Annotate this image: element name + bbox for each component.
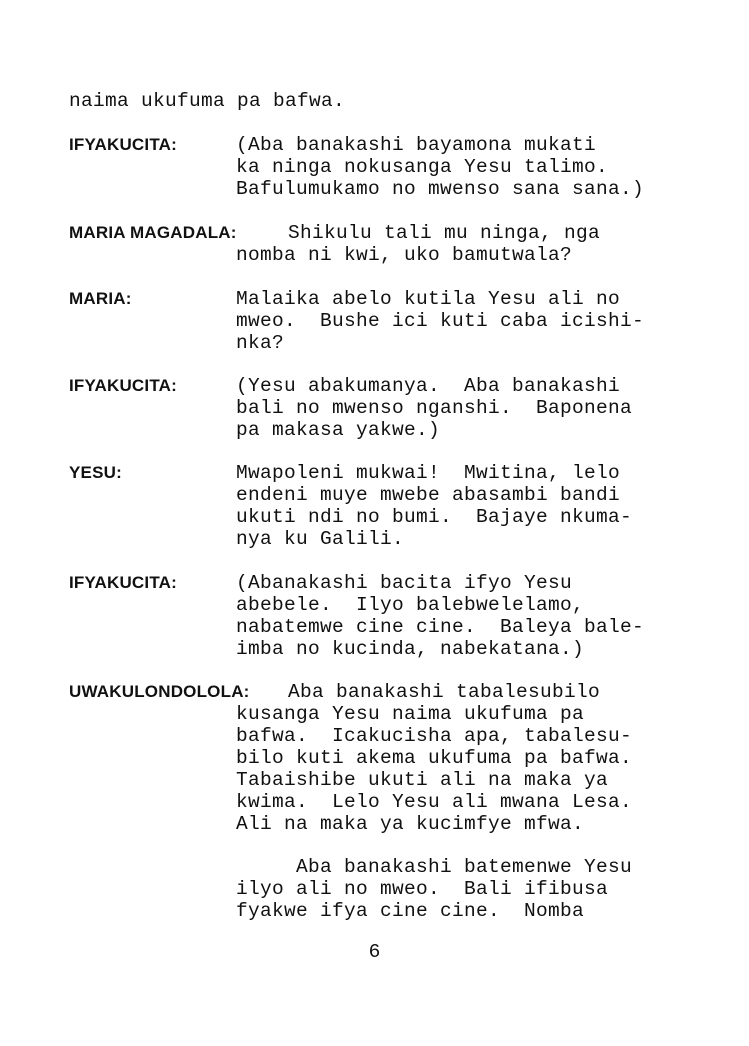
speech-line: pa makasa yakwe.)	[236, 419, 441, 441]
speech-line: Tabaishibe ukuti ali na maka ya	[236, 769, 609, 791]
speech-line: abebele. Ilyo balebwelelamo,	[236, 594, 585, 616]
speech-line: (Yesu abakumanya. Aba banakashi	[236, 375, 621, 397]
speech-line: mweo. Bushe ici kuti caba icishi-	[236, 310, 645, 332]
speech-line: Mwapoleni mukwai! Mwitina, lelo	[236, 462, 621, 484]
speech-line: (Abanakashi bacita ifyo Yesu	[236, 572, 573, 594]
speech-line: nya ku Galili.	[236, 528, 405, 550]
paragraph-line: Aba banakashi batemenwe Yesu	[236, 856, 633, 878]
speech-line: ka ninga nokusanga Yesu talimo.	[236, 156, 609, 178]
speech-line: nka?	[236, 332, 285, 354]
speech-line: kusanga Yesu naima ukufuma pa	[236, 703, 585, 725]
speech-line: bali no mwenso nganshi. Baponena	[236, 397, 633, 419]
page-number: 6	[368, 941, 381, 963]
speech-line: Ali na maka ya kucimfye mfwa.	[236, 813, 585, 835]
speech-block	[236, 703, 632, 835]
speech-block	[236, 572, 644, 660]
speech-line: ukuti ndi no bumi. Bajaye nkuma-	[236, 506, 633, 528]
speech-line: bilo kuti akema ukufuma pa bafwa.	[236, 747, 633, 769]
speech-line: imba no kucinda, nabekatana.)	[236, 638, 585, 660]
speech-line: kwima. Lelo Yesu ali mwana Lesa.	[236, 791, 633, 813]
speech-line: bafwa. Icakucisha apa, tabalesu-	[236, 725, 633, 747]
speaker-label: IFYAKUCITA:	[69, 376, 177, 395]
speech-line: nomba ni kwi, uko bamutwala?	[236, 244, 573, 266]
speaker-label: IFYAKUCITA:	[69, 135, 177, 154]
speaker-label: YESU:	[69, 463, 122, 482]
speech-first-line: Shikulu tali mu ninga, nga	[288, 222, 601, 244]
speech-line: Malaika abelo kutila Yesu ali no	[236, 288, 621, 310]
speech-block	[236, 244, 572, 266]
speech-first-line: Aba banakashi tabalesubilo	[288, 681, 601, 703]
speech-block	[236, 375, 632, 441]
speaker-label: IFYAKUCITA:	[69, 573, 177, 592]
speaker-label: MARIA MAGADALA:	[69, 223, 237, 242]
paragraph-line: ilyo ali no mweo. Bali ifibusa	[236, 878, 609, 900]
opening-line: naima ukufuma pa bafwa.	[69, 90, 346, 112]
speech-line: endeni muye mwebe abasambi bandi	[236, 484, 621, 506]
closing-paragraph	[236, 856, 632, 922]
speaker-label: MARIA:	[69, 289, 132, 308]
paragraph-line: fyakwe ifya cine cine. Nomba	[236, 900, 585, 922]
speech-line: nabatemwe cine cine. Baleya bale-	[236, 616, 645, 638]
speech-line: Bafulumukamo no mwenso sana sana.)	[236, 178, 645, 200]
speech-block	[236, 134, 644, 200]
speech-block	[236, 462, 632, 550]
speech-line: (Aba banakashi bayamona mukati	[236, 134, 597, 156]
speaker-label: UWAKULONDOLOLA:	[69, 682, 250, 701]
speech-block	[236, 288, 644, 354]
